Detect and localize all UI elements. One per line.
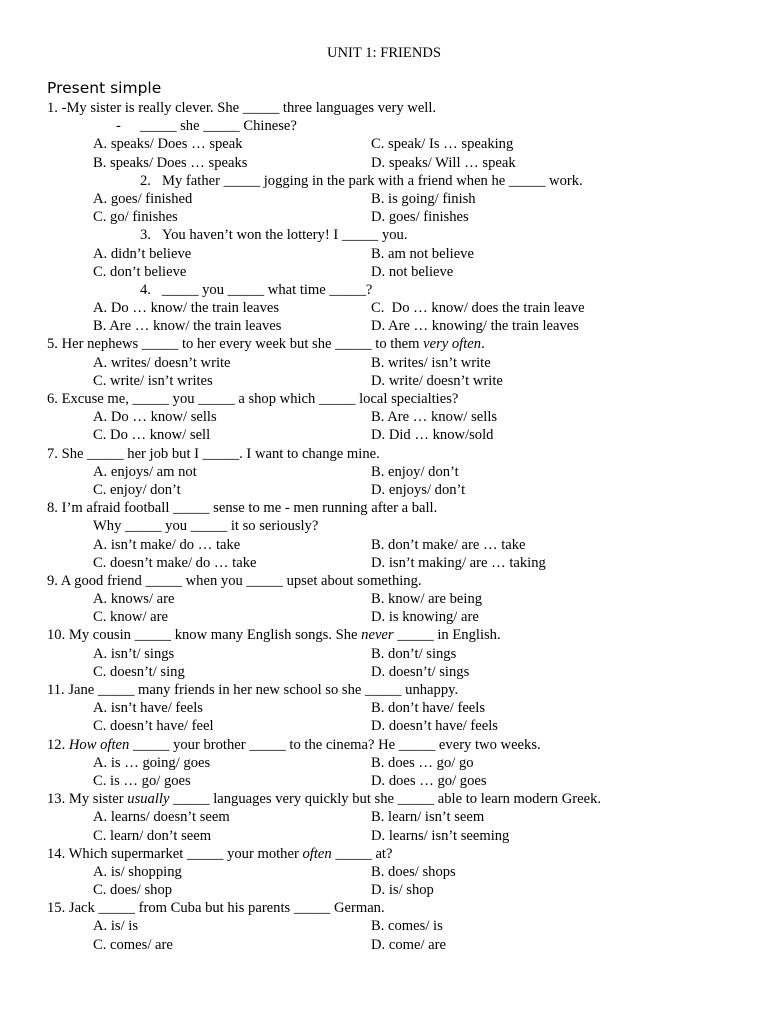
answer-option: C. is … go/ goes [93,772,191,789]
answer-option: C. know/ are [93,609,168,626]
text-run: 7. She _____ her job but I _____. I want to change mine. [47,445,380,462]
answer-options-row [47,608,747,626]
question-text [47,172,747,190]
answer-option: A. Do … know/ the train leaves [93,300,280,317]
answer-options-row [47,881,747,899]
question-1 [47,99,747,172]
question-text [47,117,747,135]
answer-options-row [47,827,747,845]
answer-options-row [47,245,747,263]
emphasis-text: often [302,845,332,862]
question-text [47,681,747,699]
answer-option: B. don’t/ sings [371,645,457,662]
answer-option: A. didn’t believe [93,245,192,262]
answer-option: B. Are … know/ sells [371,409,498,426]
answer-options-row [47,717,747,735]
answer-options-row [47,481,747,499]
emphasis-text: usually [127,791,170,808]
answer-option: C. doesn’t have/ feel [93,718,214,735]
answer-options-row [47,772,747,790]
answer-options-row [47,263,747,281]
text-run: _____ your brother _____ to the cinema? He _____ every two weeks. [129,736,541,753]
question-text [47,445,747,463]
answer-option: C. doesn’t/ sing [93,663,185,680]
question-2 [47,172,747,227]
answer-option: D. Are … knowing/ the train leaves [371,318,579,335]
answer-option: B. comes/ is [371,918,443,935]
question-7 [47,445,747,500]
answer-option: D. Did … know/sold [371,427,494,444]
answer-option: B. speaks/ Does … speaks [93,154,248,171]
question-6 [47,390,747,445]
answer-option: D. not believe [371,263,454,280]
text-run: 5. Her nephews _____ to her every week but she _____ to them [47,336,424,353]
text-run: 9. A good friend _____ when you _____ upset about something. [47,572,422,589]
answer-option: A. goes/ finished [93,190,193,207]
question-text [47,99,747,117]
answer-options-row [47,463,747,481]
question-text [47,499,747,517]
answer-option: D. doesn’t/ sings [371,663,470,680]
answer-options-row [47,426,747,444]
answer-options-row [47,299,747,317]
answer-option: A. Do … know/ sells [93,409,217,426]
question-5 [47,335,747,390]
answer-option: A. isn’t make/ do … take [93,536,241,553]
question-text [47,390,747,408]
answer-options-row [47,536,747,554]
answer-option: C. write/ isn’t writes [93,372,213,389]
answer-option: B. does/ shops [371,863,456,880]
answer-option: B. know/ are being [371,591,483,608]
text-run: My father _____ jogging in the park with a friend when he _____ work. [162,172,583,189]
answer-option: D. isn’t making/ are … taking [371,554,546,571]
text-run: 12. [47,736,69,753]
text-run: 10. My cousin _____ know many English songs. She [47,627,362,644]
answer-options-row [47,154,747,172]
answer-options-row [47,917,747,935]
question-text [47,335,747,353]
answer-option: D. write/ doesn’t write [371,372,503,389]
question-text [47,281,747,299]
section-heading: Present simple [47,79,162,97]
question-15 [47,899,747,954]
dash-marker: - [116,118,121,135]
answer-option: A. writes/ doesn’t write [93,354,231,371]
question-9 [47,572,747,627]
answer-option: B. Are … know/ the train leaves [93,318,282,335]
question-8 [47,499,747,572]
answer-options-row [47,190,747,208]
answer-option: A. is … going/ goes [93,754,211,771]
answer-options-row [47,590,747,608]
text-run: _____ you _____ what time _____? [162,281,373,298]
text-run: Why _____ you _____ it so seriously? [93,518,319,535]
answer-option: C. doesn’t make/ do … take [93,554,257,571]
question-11 [47,681,747,736]
text-run: _____ she _____ Chinese? [140,118,297,135]
answer-options-row [47,354,747,372]
question-number: 4. [140,281,151,298]
question-text [47,572,747,590]
question-text [47,845,747,863]
emphasis-text: never [361,627,394,644]
text-run: 13. My sister [47,791,128,808]
text-run: 15. Jack _____ from Cuba but his parents _____ German. [47,900,385,917]
answer-options-row [47,663,747,681]
answer-option: C. comes/ are [93,936,173,953]
question-10 [47,626,747,681]
answer-options-row [47,317,747,335]
answer-option: B. learn/ isn’t seem [371,809,485,826]
text-run: _____ in English. [393,627,501,644]
answer-options-row [47,554,747,572]
answer-options-row [47,372,747,390]
question-text [47,626,747,644]
answer-option: B. does … go/ go [371,754,474,771]
text-run: 1. -My sister is really clever. She _____ three languages very well. [47,100,437,116]
answer-option: A. isn’t/ sings [93,645,175,662]
answer-options-row [47,699,747,717]
answer-option: A. knows/ are [93,591,175,608]
text-run: 8. I’m afraid football _____ sense to me - men running after a ball. [47,500,438,517]
answer-option: D. enjoys/ don’t [371,481,466,498]
answer-option: C. speak/ Is … speaking [371,136,514,153]
emphasis-text: How often [68,736,130,753]
answer-option: A. enjoys/ am not [93,463,197,480]
answer-option: C. learn/ don’t seem [93,827,212,844]
question-text [47,790,747,808]
question-text [47,517,747,535]
answer-option: D. does … go/ goes [371,772,487,789]
answer-options-row [47,936,747,954]
text-run: . [481,336,485,353]
emphasis-text: very often [423,336,482,353]
text-run: 11. Jane _____ many friends in her new school so she _____ unhappy. [47,682,459,698]
text-run: _____ languages very quickly but she _____ able to learn modern Greek. [169,791,602,808]
answer-option: B. enjoy/ don’t [371,463,459,480]
question-14 [47,845,747,900]
question-text [47,736,747,754]
text-run: 14. Which supermarket _____ your mother [47,845,303,862]
answer-option: C. Do … know/ sell [93,427,211,444]
answer-options-row [47,808,747,826]
answer-option: B. is going/ finish [371,190,476,207]
answer-option: D. is/ shop [371,882,434,899]
answer-option: A. is/ shopping [93,863,182,880]
question-text [47,226,747,244]
question-number: 2. [140,172,151,189]
answer-option: C. enjoy/ don’t [93,481,181,498]
answer-option: A. speaks/ Does … speak [93,136,243,153]
question-12 [47,736,747,791]
question-number: 3. [140,227,151,244]
page-title: UNIT 1: FRIENDS [326,45,442,61]
answer-option: B. don’t have/ feels [371,700,486,717]
answer-option: B. am not believe [371,245,474,262]
question-text [47,899,747,917]
text-run: You haven’t won the lottery! I _____ you. [162,227,408,244]
answer-options-row [47,408,747,426]
answer-option: A. isn’t have/ feels [93,700,203,717]
answer-option: D. goes/ finishes [371,209,469,226]
answer-option: C. don’t believe [93,263,187,280]
text-run: 6. Excuse me, _____ you _____ a shop which _____ local specialties? [47,391,459,407]
answer-options-row [47,135,747,153]
answer-option: D. is knowing/ are [371,609,479,626]
answer-option: C. Do … know/ does the train leave [371,300,585,317]
answer-option: C. does/ shop [93,882,173,899]
answer-option: A. is/ is [93,918,139,935]
text-run: _____ at? [331,845,393,862]
answer-option: D. doesn’t have/ feels [371,718,498,735]
answer-options-row [47,645,747,663]
answer-options-row [47,208,747,226]
answer-options-row [47,754,747,772]
question-13 [47,790,747,845]
answer-option: C. go/ finishes [93,209,178,226]
answer-option: D. come/ are [371,936,446,953]
question-list [47,99,747,954]
question-4 [47,281,747,336]
answer-option: D. learns/ isn’t seeming [371,827,510,844]
question-3 [47,226,747,281]
answer-option: B. writes/ isn’t write [371,354,491,371]
answer-option: B. don’t make/ are … take [371,536,526,553]
answer-option: D. speaks/ Will … speak [371,154,516,171]
answer-option: A. learns/ doesn’t seem [93,809,230,826]
answer-options-row [47,863,747,881]
